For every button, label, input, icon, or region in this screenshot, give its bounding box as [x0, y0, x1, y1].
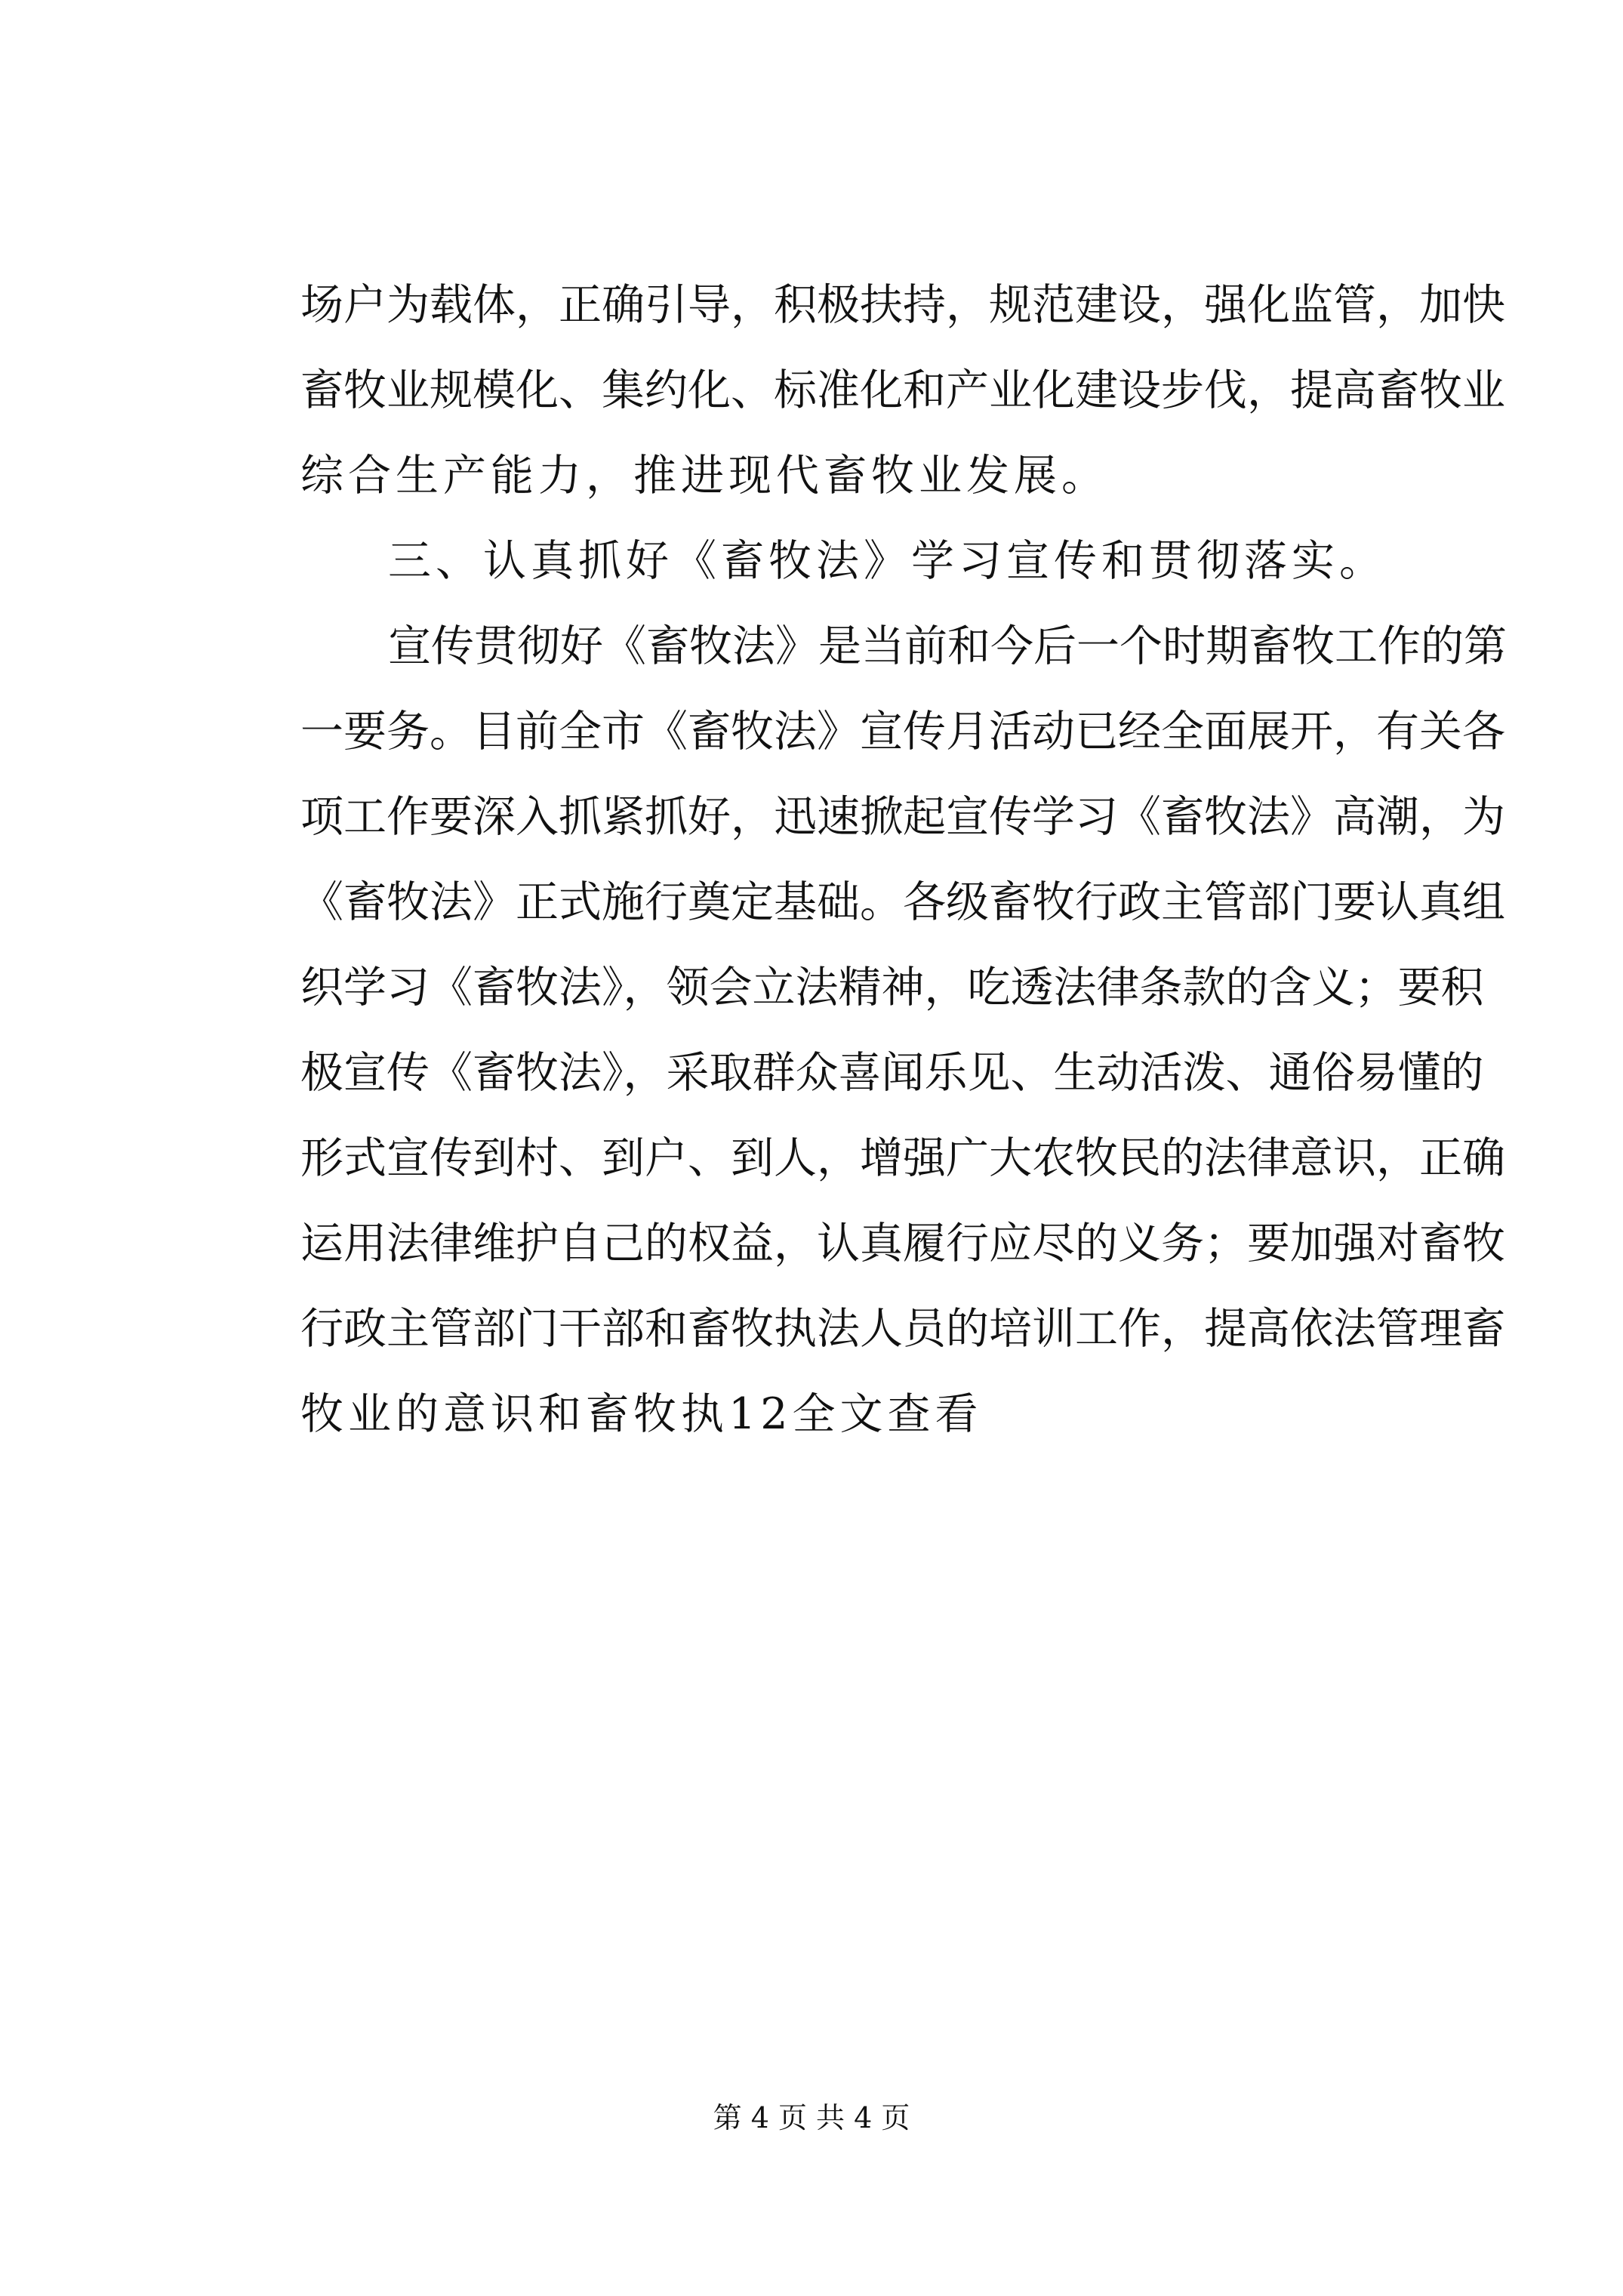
text-line: 综合生产能力，推进现代畜牧业发展。	[300, 451, 1109, 501]
text-line: 形式宣传到村、到户、到人，增强广大农牧民的法律意识，正确	[300, 1133, 1505, 1183]
text-line-read-more[interactable]: 牧业的意识和畜牧执12全文查看	[300, 1389, 983, 1439]
section-heading: 三、认真抓好《畜牧法》学习宣传和贯彻落实。	[388, 536, 1387, 586]
text-line: 宣传贯彻好《畜牧法》是当前和今后一个时期畜牧工作的第	[388, 621, 1507, 671]
text-line: 畜牧业规模化、集约化、标准化和产业化建设步伐，提高畜牧业	[300, 365, 1505, 415]
text-line: 场户为载体，正确引导，积极扶持，规范建设，强化监管，加快	[300, 280, 1505, 330]
page-footer: 第 4 页 共 4 页	[713, 2101, 910, 2134]
text-line: 一要务。目前全市《畜牧法》宣传月活动已经全面展开，有关各	[300, 707, 1505, 757]
text-line: 运用法律维护自己的权益，认真履行应尽的义务；要加强对畜牧	[300, 1219, 1505, 1268]
body-text	[300, 263, 1507, 1457]
text-line: 《畜牧法》正式施行奠定基础。各级畜牧行政主管部门要认真组	[300, 877, 1505, 927]
text-line: 极宣传《畜牧法》，采取群众喜闻乐见、生动活泼、通俗易懂的	[300, 1048, 1484, 1098]
text-line: 织学习《畜牧法》，领会立法精神，吃透法律条款的含义；要积	[300, 963, 1484, 1012]
text-line: 项工作要深入抓紧抓好，迅速掀起宣传学习《畜牧法》高潮，为	[300, 792, 1505, 842]
text-line: 行政主管部门干部和畜牧执法人员的培训工作，提高依法管理畜	[300, 1304, 1505, 1354]
